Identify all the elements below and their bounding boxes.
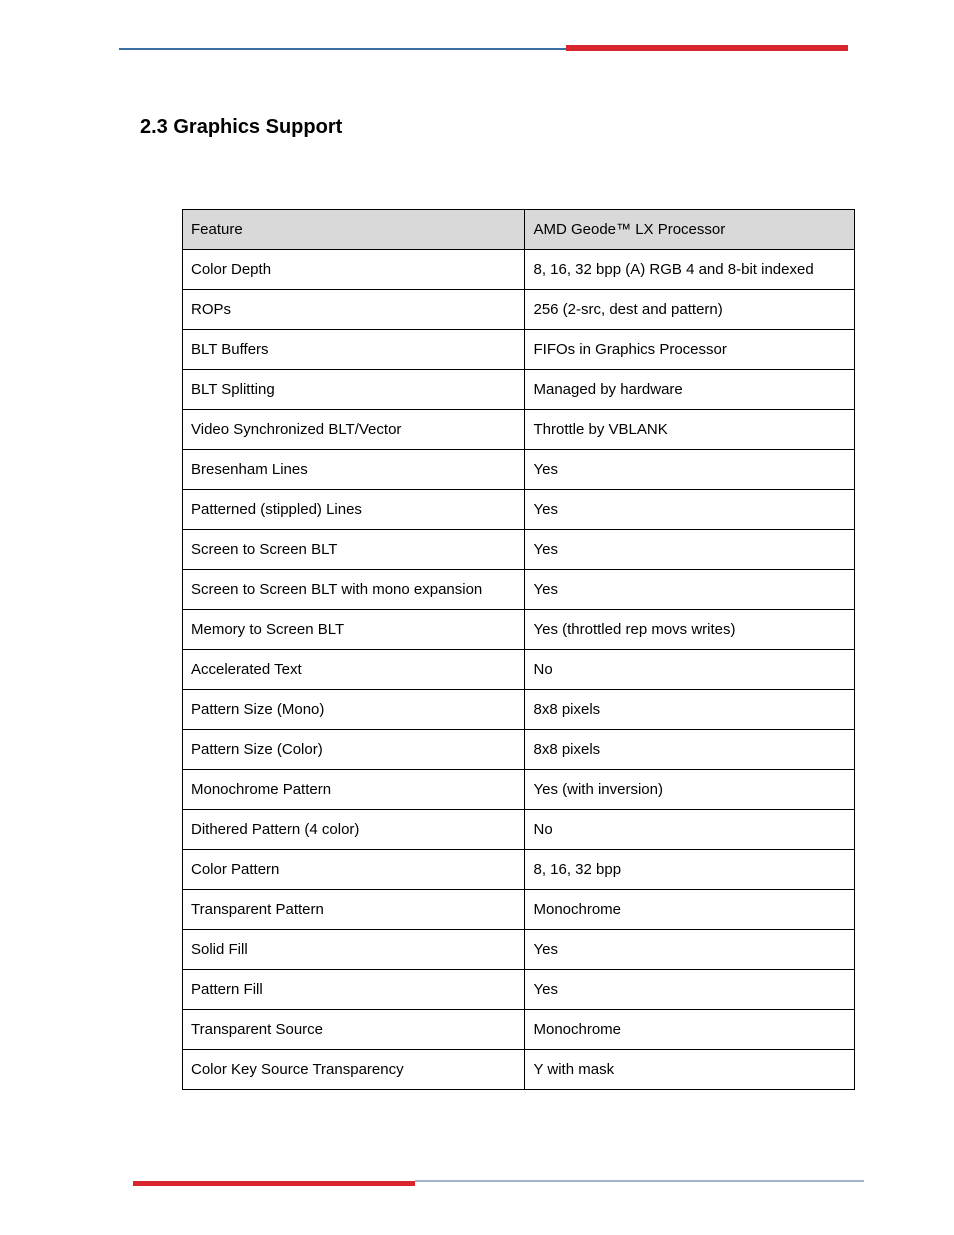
table-row xyxy=(183,930,855,970)
feature-cell: Monochrome Pattern xyxy=(183,770,525,810)
table-row xyxy=(183,1010,855,1050)
feature-cell: Patterned (stippled) Lines xyxy=(183,490,525,530)
table-row xyxy=(183,450,855,490)
feature-cell: BLT Splitting xyxy=(183,370,525,410)
feature-cell: Video Synchronized BLT/Vector xyxy=(183,410,525,450)
table-row xyxy=(183,970,855,1010)
value-cell: 8x8 pixels xyxy=(525,690,855,730)
header-rule-red xyxy=(566,45,848,51)
value-cell: No xyxy=(525,810,855,850)
table-row xyxy=(183,1050,855,1090)
value-cell: Yes (with inversion) xyxy=(525,770,855,810)
feature-cell: Pattern Fill xyxy=(183,970,525,1010)
value-cell: 8x8 pixels xyxy=(525,730,855,770)
feature-cell: BLT Buffers xyxy=(183,330,525,370)
feature-cell: Memory to Screen BLT xyxy=(183,610,525,650)
table-row xyxy=(183,490,855,530)
feature-cell: Color Depth xyxy=(183,250,525,290)
value-cell: Yes xyxy=(525,970,855,1010)
section-title: 2.3 Graphics Support xyxy=(140,116,343,138)
feature-cell: Screen to Screen BLT xyxy=(183,530,525,570)
feature-cell: Transparent Source xyxy=(183,1010,525,1050)
table-row xyxy=(183,650,855,690)
table-body xyxy=(183,250,855,1090)
table-row xyxy=(183,810,855,850)
value-cell: No xyxy=(525,650,855,690)
table-row xyxy=(183,290,855,330)
feature-cell: Pattern Size (Color) xyxy=(183,730,525,770)
footer-rule-blue xyxy=(415,1180,864,1182)
table-header-row xyxy=(183,210,855,250)
column-header-processor: AMD Geode™ LX Processor xyxy=(525,210,855,250)
value-cell: Y with mask xyxy=(525,1050,855,1090)
feature-cell: Color Pattern xyxy=(183,850,525,890)
header-rule-blue xyxy=(119,48,566,50)
footer-rule-red xyxy=(133,1181,415,1186)
table-row xyxy=(183,890,855,930)
feature-cell: Solid Fill xyxy=(183,930,525,970)
table-row xyxy=(183,730,855,770)
value-cell: FIFOs in Graphics Processor xyxy=(525,330,855,370)
value-cell: Monochrome xyxy=(525,1010,855,1050)
feature-cell: Accelerated Text xyxy=(183,650,525,690)
graphics-support-table xyxy=(182,209,855,1090)
value-cell: Yes (throttled rep movs writes) xyxy=(525,610,855,650)
table-row xyxy=(183,530,855,570)
feature-cell: Color Key Source Transparency xyxy=(183,1050,525,1090)
feature-cell: Pattern Size (Mono) xyxy=(183,690,525,730)
value-cell: Yes xyxy=(525,530,855,570)
value-cell: 8, 16, 32 bpp (A) RGB 4 and 8-bit indexed xyxy=(525,250,855,290)
feature-cell: Transparent Pattern xyxy=(183,890,525,930)
value-cell: Yes xyxy=(525,450,855,490)
value-cell: Throttle by VBLANK xyxy=(525,410,855,450)
value-cell: Yes xyxy=(525,570,855,610)
value-cell: Monochrome xyxy=(525,890,855,930)
value-cell: 8, 16, 32 bpp xyxy=(525,850,855,890)
table-row xyxy=(183,610,855,650)
table-row xyxy=(183,690,855,730)
feature-cell: Dithered Pattern (4 color) xyxy=(183,810,525,850)
value-cell: Yes xyxy=(525,490,855,530)
table-row xyxy=(183,410,855,450)
table-row xyxy=(183,330,855,370)
value-cell: 256 (2-src, dest and pattern) xyxy=(525,290,855,330)
table-row xyxy=(183,370,855,410)
table-row xyxy=(183,250,855,290)
feature-cell: Screen to Screen BLT with mono expansion xyxy=(183,570,525,610)
table-row xyxy=(183,770,855,810)
value-cell: Yes xyxy=(525,930,855,970)
table-row xyxy=(183,850,855,890)
feature-cell: Bresenham Lines xyxy=(183,450,525,490)
table-row xyxy=(183,570,855,610)
column-header-feature: Feature xyxy=(183,210,525,250)
feature-cell: ROPs xyxy=(183,290,525,330)
value-cell: Managed by hardware xyxy=(525,370,855,410)
